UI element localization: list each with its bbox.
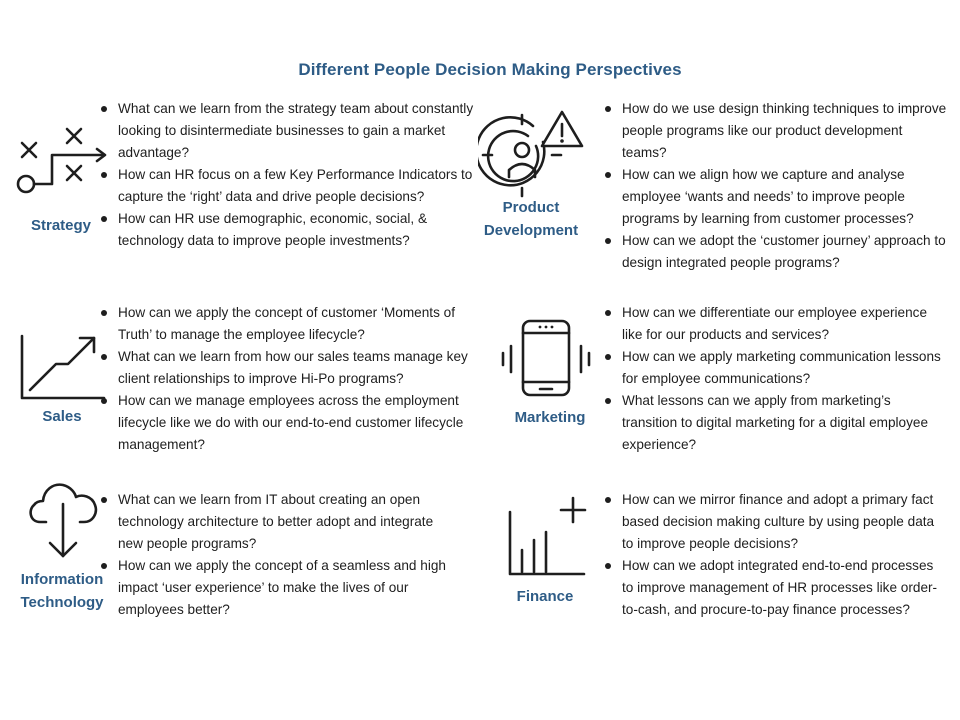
growth-chart-icon — [18, 332, 108, 402]
list-item: What can we learn from the strategy team about constantly looking to disintermediate businesses to gain a market advantage? — [118, 98, 480, 164]
sales-label: Sales — [42, 408, 82, 425]
information-technology-label: Information Technology — [20, 571, 104, 611]
page-title: Different People Decision Making Perspectives — [298, 60, 682, 79]
finance-bullets — [622, 489, 948, 621]
bar-chart-plus-icon — [504, 494, 590, 580]
target-warning-person-icon — [478, 108, 590, 200]
list-item: How can we apply the concept of customer ‘Moments of Truth’ to manage the employee lifecycle? — [118, 302, 480, 346]
list-item: How can HR focus on a few Key Performance Indicators to capture the ‘right’ data and drive people decisions? — [118, 164, 480, 208]
strategy-play-icon — [12, 124, 112, 200]
strategy-bullets — [118, 98, 480, 252]
list-item: How can we align how we capture and analyse employee ‘wants and needs’ to improve people programs by learning from customer processes? — [622, 164, 948, 230]
strategy-label: Strategy — [30, 217, 92, 234]
list-item: How can we apply marketing communication lessons for employee communications? — [622, 346, 948, 390]
list-item: What can we learn from IT about creating an open technology architecture to better adopt and integrate new people programs? — [118, 489, 450, 555]
finance-label: Finance — [516, 588, 574, 605]
sales-bullets — [118, 302, 480, 456]
list-item: What can we learn from how our sales teams manage key client relationships to improve Hi-Po programs? — [118, 346, 480, 390]
list-item: How can we mirror finance and adopt a primary fact based decision making culture by using people data to improve people decisions? — [622, 489, 948, 555]
marketing-bullets — [622, 302, 948, 456]
list-item: How can we manage employees across the employment lifecycle like we do with our end-to-end customer lifecycle management? — [118, 390, 480, 456]
list-item: How can we adopt the ‘customer journey’ approach to design integrated people programs? — [622, 230, 948, 274]
information-technology-bullets — [118, 489, 450, 621]
marketing-label: Marketing — [514, 409, 586, 426]
list-item: What lessons can we apply from marketing’s transition to digital marketing for a digital employee experience? — [622, 390, 948, 456]
list-item: How can we differentiate our employee experience like for our products and services? — [622, 302, 948, 346]
cloud-download-icon — [26, 480, 102, 562]
product-development-label: Product Development — [483, 199, 579, 239]
list-item: How can we apply the concept of a seamless and high impact ‘user experience’ to make the lives of our employees better? — [118, 555, 450, 621]
list-item: How do we use design thinking techniques to improve people programs like our product development teams? — [622, 98, 948, 164]
product-development-bullets — [622, 98, 948, 274]
list-item: How can HR use demographic, economic, social, & technology data to improve people investments? — [118, 208, 480, 252]
vibrating-phone-icon — [500, 318, 592, 398]
list-item: How can we adopt integrated end-to-end processes to improve management of HR processes like order-to-cash, and procure-to-pay finance processes? — [622, 555, 948, 621]
